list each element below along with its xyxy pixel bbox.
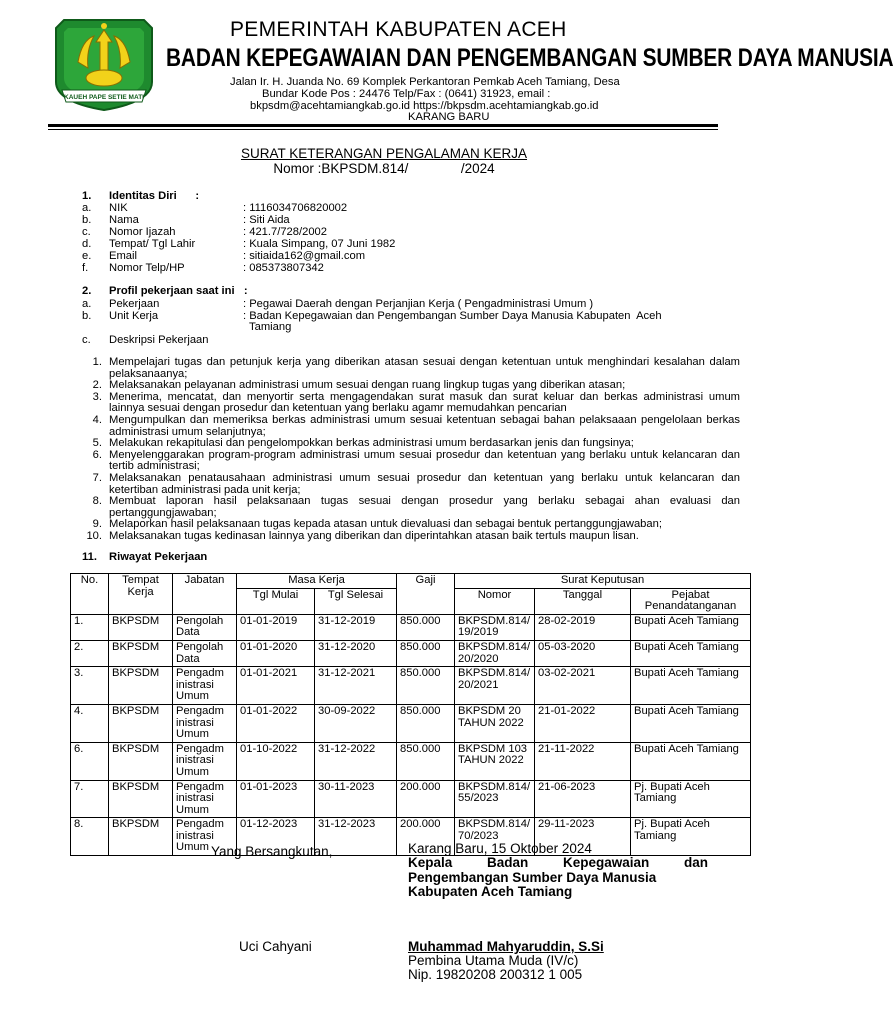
header-decree: Surat Keputusan <box>455 574 751 589</box>
duty-number: 2. <box>92 379 102 392</box>
duty-text: Membuat laporan hasil pelaksanaan tugas sesuai dengan prosedur yang berlaku sebagai ahan evaluasi dan pertanggungjawaban; <box>109 495 740 519</box>
cell-signing-official: Bupati Aceh Tamiang <box>631 704 751 742</box>
duty-item <box>82 496 740 519</box>
cell-start-date: 01-01-2022 <box>237 704 315 742</box>
cell-signing-official: Bupati Aceh Tamiang <box>631 614 751 640</box>
header-start-date: Tgl Mulai <box>237 588 315 614</box>
place-and-date: Karang Baru, 15 Oktober 2024 <box>408 841 592 856</box>
cell-signing-official: Pj. Bupati Aceh Tamiang <box>631 818 751 856</box>
cell-decree-date: 29-11-2023 <box>535 818 631 856</box>
identity-label: Nomor Telp/HP <box>109 262 185 274</box>
profile-letter: c. <box>82 334 91 346</box>
official-nip: Nip. 19820208 200312 1 005 <box>408 967 583 982</box>
duty-text: Melaporkan hasil pelaksanaan tugas kepada atasan untuk dievaluasi dan sebagai bentuk pertanggungjawaban; <box>109 518 662 531</box>
cell-position: Pengolah Data <box>173 640 237 666</box>
address-line-2: Bundar Kode Pos : 24476 Telp/Fax : (0641) 31923, email : <box>262 88 551 100</box>
cell-decree-number: BKPSDM 20 TAHUN 2022 <box>455 704 535 742</box>
cell-decree-date: 21-06-2023 <box>535 780 631 818</box>
duty-number: 10. <box>86 529 102 542</box>
cell-end-date: 31-12-2020 <box>315 640 397 666</box>
cell-signing-official: Bupati Aceh Tamiang <box>631 667 751 705</box>
cell-workplace: BKPSDM <box>109 667 173 705</box>
cell-position: Pengolah Data <box>173 614 237 640</box>
identity-label: Email <box>109 250 137 262</box>
cell-start-date: 01-12-2023 <box>237 818 315 856</box>
duty-number: 1. <box>92 356 102 368</box>
duty-item <box>82 450 740 473</box>
cell-start-date: 01-01-2019 <box>237 614 315 640</box>
official-rank: Pembina Utama Muda (IV/c) <box>408 953 579 968</box>
official-name: Muhammad Mahyaruddin, S.Si <box>408 939 604 954</box>
identity-letter: f. <box>82 262 89 274</box>
cell-salary: 850.000 <box>397 640 455 666</box>
cell-decree-number: BKPSDM.814/ 19/2019 <box>455 614 535 640</box>
cell-no: 8. <box>71 818 109 856</box>
cell-position: Pengadm inistrasi Umum <box>173 667 237 705</box>
cell-salary: 850.000 <box>397 742 455 780</box>
duty-item <box>82 415 740 438</box>
duty-number: 7. <box>92 471 102 484</box>
cell-start-date: 01-01-2021 <box>237 667 315 705</box>
table-row <box>71 667 751 705</box>
identity-value-name: : Siti Aida <box>243 214 290 226</box>
duty-number: 4. <box>92 413 102 426</box>
document-number: Nomor :BKPSDM.814/ /2024 <box>273 161 495 176</box>
cell-no: 1. <box>71 614 109 640</box>
address-line-3: bkpsdm@acehtamiangkab.go.id https://bkpsdm.acehtamiangkab.go.id <box>250 100 599 112</box>
table-row <box>71 614 751 640</box>
table-row <box>71 704 751 742</box>
cell-workplace: BKPSDM <box>109 614 173 640</box>
cell-decree-date: 03-02-2021 <box>535 667 631 705</box>
header-workplace: Tempat Kerja <box>109 574 173 615</box>
section-1-heading: Identitas Diri : <box>109 190 200 202</box>
header-decree-number: Nomor <box>455 588 535 614</box>
duties-list <box>82 357 740 543</box>
head-of-agency-title <box>408 856 708 900</box>
cell-end-date: 31-12-2021 <box>315 667 397 705</box>
identity-letter: c. <box>82 226 91 238</box>
cell-start-date: 01-10-2022 <box>237 742 315 780</box>
cell-end-date: 30-11-2023 <box>315 780 397 818</box>
duty-number: 9. <box>92 518 102 531</box>
cell-salary: 200.000 <box>397 780 455 818</box>
profile-value-unit-cont: Tamiang <box>249 321 292 333</box>
identity-value-diploma: : 421.7/728/2002 <box>243 226 327 238</box>
cell-no: 2. <box>71 640 109 666</box>
duty-item <box>82 473 740 496</box>
duty-item <box>82 392 740 415</box>
profile-value-job: : Pegawai Daerah dengan Perjanjian Kerja ( Pengadministrasi Umum ) <box>243 298 594 310</box>
svg-text:KAUEH PAPE SETIE MATI: KAUEH PAPE SETIE MATI <box>64 94 144 101</box>
cell-salary: 850.000 <box>397 704 455 742</box>
profile-letter: b. <box>82 310 92 322</box>
address-line-1: Jalan Ir. H. Juanda No. 69 Komplek Perkantoran Pemkab Aceh Tamiang, Desa <box>230 76 620 88</box>
duty-text: Menyelenggarakan program-program administrasi umum sesuai prosedur dan ketentuan yang berlaku untuk kelancaran dan tertib administrasi; <box>109 448 740 473</box>
header-service-period: Masa Kerja <box>237 574 397 589</box>
regency-logo <box>50 12 158 112</box>
section-1-number: 1. <box>82 190 92 202</box>
table-header-row <box>71 574 751 589</box>
duty-number: 8. <box>92 495 102 508</box>
identity-label: NIK <box>109 202 128 214</box>
cell-salary: 850.000 <box>397 614 455 640</box>
cell-end-date: 31-12-2023 <box>315 818 397 856</box>
header-no: No. <box>71 574 109 615</box>
profile-label: Deskripsi Pekerjaan <box>109 334 209 346</box>
cell-no: 3. <box>71 667 109 705</box>
cell-salary: 850.000 <box>397 667 455 705</box>
cell-position: Pengadm inistrasi Umum <box>173 818 237 856</box>
duty-item <box>82 357 740 380</box>
cell-no: 7. <box>71 780 109 818</box>
cell-decree-date: 28-02-2019 <box>535 614 631 640</box>
head-title-line-1: Kepala Badan Kepegawaian dan <box>408 855 708 870</box>
cell-workplace: BKPSDM <box>109 704 173 742</box>
cell-signing-official: Bupati Aceh Tamiang <box>631 742 751 780</box>
duty-text: Melaksanakan penatausahaan administrasi umum sesuai prosedur dan ketentuan yang berlaku untuk kelancaran dan ketertiban administrasi pada unit kerja; <box>109 471 740 496</box>
cell-decree-date: 21-01-2022 <box>535 704 631 742</box>
cell-workplace: BKPSDM <box>109 742 173 780</box>
table-row <box>71 780 751 818</box>
identity-label: Nama <box>109 214 139 226</box>
work-history-table <box>70 573 751 856</box>
identity-value-nik: : 1116034706820002 <box>243 202 348 214</box>
government-name: PEMERINTAH KABUPATEN ACEH <box>230 18 567 41</box>
cell-position: Pengadm inistrasi Umum <box>173 742 237 780</box>
identity-letter: b. <box>82 214 92 226</box>
section-2-number: 2. <box>82 285 92 297</box>
cell-decree-number: BKPSDM.814/ 55/2023 <box>455 780 535 818</box>
cell-position: Pengadm inistrasi Umum <box>173 780 237 818</box>
letterhead-rule-thin <box>48 129 718 130</box>
cell-decree-number: BKPSDM.814/ 70/2023 <box>455 818 535 856</box>
cell-salary: 200.000 <box>397 818 455 856</box>
duty-text: Melaksanakan pelayanan administrasi umum sesuai dengan ruang lingkup tugas yang diberikan atasan; <box>109 379 626 392</box>
table-row <box>71 640 751 666</box>
duty-text: Melakukan rekapitulasi dan pengelompokkan berkas administrasi umum berdasarkan jenis dan fungsinya; <box>109 437 634 450</box>
section-11-number: 11. <box>82 551 97 563</box>
cell-decree-number: BKPSDM.814/ 20/2020 <box>455 640 535 666</box>
duty-number: 5. <box>92 437 102 450</box>
cell-decree-number: BKPSDM 103 TAHUN 2022 <box>455 742 535 780</box>
address-line-4: KARANG BARU <box>408 111 490 123</box>
duty-number: 6. <box>92 448 102 461</box>
duty-number: 3. <box>92 390 102 403</box>
header-signing-official: Pejabat Penandatanganan <box>631 588 751 614</box>
cell-workplace: BKPSDM <box>109 818 173 856</box>
head-title-line-2: Pengembangan Sumber Daya Manusia <box>408 869 657 885</box>
cell-end-date: 31-12-2019 <box>315 614 397 640</box>
cell-end-date: 31-12-2022 <box>315 742 397 780</box>
cell-signing-official: Pj. Bupati Aceh Tamiang <box>631 780 751 818</box>
profile-label: Unit Kerja <box>109 310 159 322</box>
profile-label: Pekerjaan <box>109 298 160 310</box>
document-title: SURAT KETERANGAN PENGALAMAN KERJA <box>240 146 528 161</box>
section-11-heading: Riwayat Pekerjaan <box>109 551 208 563</box>
cell-start-date: 01-01-2020 <box>237 640 315 666</box>
cell-position: Pengadm inistrasi Umum <box>173 704 237 742</box>
header-salary: Gaji <box>397 574 455 615</box>
duty-text: Melaksanakan tugas kedinasan lainnya yang diberikan dan diperintahkan atasan baik tertuls maupun lisan. <box>109 529 639 542</box>
identity-letter: d. <box>82 238 92 250</box>
cell-end-date: 30-09-2022 <box>315 704 397 742</box>
duty-text: Menerima, mencatat, dan menyortir serta mengagendakan surat masuk dan surat keluar dan berkas administrasi umum lainnya sesuai dengan prosedur dan ketentuan yang berlaku agamr memudahkan pencarian <box>109 390 740 415</box>
cell-decree-date: 21-11-2022 <box>535 742 631 780</box>
employee-signature-label: Yang Bersangkutan, <box>211 844 333 859</box>
cell-workplace: BKPSDM <box>109 780 173 818</box>
duty-text: Mengumpulkan dan memeriksa berkas administrasi umum sesuai ketentuan sebagai bahan pelaksaaan pengelolaan berkas administrasi umum selanjutnya; <box>109 413 740 438</box>
section-2-heading: Profil pekerjaan saat ini : <box>109 285 248 297</box>
header-end-date: Tgl Selesai <box>315 588 397 614</box>
identity-letter: a. <box>82 202 92 214</box>
duty-text: Mempelajari tugas dan petunjuk kerja yang diberikan atasan sesuai dengan ketentuan untuk menghindari kesalahan dalam pelaksanaanya; <box>109 356 740 380</box>
head-title-line-3: Kabupaten Aceh Tamiang <box>408 884 573 899</box>
profile-letter: a. <box>82 298 92 310</box>
header-decree-date: Tanggal <box>535 588 631 614</box>
employee-name: Uci Cahyani <box>239 939 312 954</box>
identity-letter: e. <box>82 250 92 262</box>
cell-decree-number: BKPSDM.814/ 20/2021 <box>455 667 535 705</box>
cell-decree-date: 05-03-2020 <box>535 640 631 666</box>
duty-item <box>82 531 740 543</box>
header-position: Jabatan <box>173 574 237 615</box>
table-row <box>71 742 751 780</box>
identity-value-email: : sitiaida162@gmail.com <box>243 250 366 262</box>
cell-workplace: BKPSDM <box>109 640 173 666</box>
cell-no: 4. <box>71 704 109 742</box>
identity-value-birth: : Kuala Simpang, 07 Juni 1982 <box>243 238 396 250</box>
cell-signing-official: Bupati Aceh Tamiang <box>631 640 751 666</box>
cell-no: 6. <box>71 742 109 780</box>
profile-value-unit: : Badan Kepegawaian dan Pengembangan Sumber Daya Manusia Kabupaten Aceh <box>243 310 662 322</box>
cell-start-date: 01-01-2023 <box>237 780 315 818</box>
identity-value-phone: : 085373807342 <box>243 262 324 274</box>
agency-name: BADAN KEPEGAWAIAN DAN PENGEMBANGAN SUMBER DAYA MANUSIA <box>166 44 893 72</box>
identity-label: Tempat/ Tgl Lahir <box>109 238 196 250</box>
letterhead-rule-thick <box>48 124 718 127</box>
identity-label: Nomor Ijazah <box>109 226 176 238</box>
